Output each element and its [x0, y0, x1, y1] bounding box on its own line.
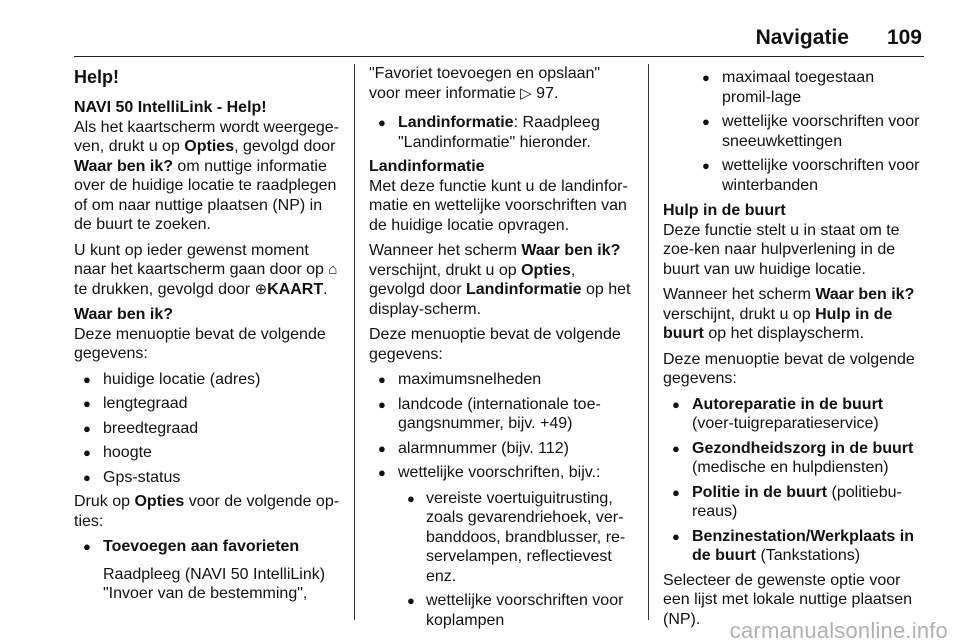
list-item: ● Gps-status	[74, 468, 340, 488]
intro-paragraph: Als het kaartscherm wordt weergege-ven, drukt u op Opties, gevolgd door Waar ben ik? om nuttige informatie over de huidige locatie te raadplegen of om naar nuttige plaatsen (NP) in de buurt te zoeken.	[74, 118, 339, 233]
country-info-contents: Deze menuoptie bevat de volgende gegevens:	[369, 326, 621, 363]
watermark: carmanualsonline.info	[729, 617, 948, 643]
where-am-i-title: Waar ben ik?	[74, 306, 173, 323]
list-item: ● Landinformatie: Raadpleeg "Landinformatie" hieronder.	[369, 113, 635, 152]
list-item: ● lengtegraad	[74, 394, 340, 414]
nearby-help-select: Selecteer de gewenste optie voor een lijst met lokale nuttige plaatsen (NP).	[663, 571, 913, 628]
list-item: ● hoogte	[74, 443, 340, 463]
home-icon: ⌂	[328, 261, 338, 278]
list-item: ● Benzinestation/Werkplaats in de buurt (Tankstations)	[663, 527, 927, 566]
help-heading: Help!	[74, 67, 119, 87]
list-item: ● vereiste voertuiguitrusting, zoals gevarendriehoek, ver-banddoos, brandblusser, re-servelampen, reflectievest enz.	[398, 489, 635, 587]
list-item: ● wettelijke voorschriften voor koplampen	[398, 591, 635, 630]
where-am-i-intro: Deze menuoptie bevat de volgende gegevens:	[74, 325, 326, 362]
list-item: ● wettelijke voorschriften voor winterbanden	[693, 156, 927, 195]
nearby-help-list	[663, 395, 927, 566]
list-item: ● landcode (internationale toe-gangsnummer, bijv. +49)	[369, 395, 635, 434]
list-item: ● maximaal toegestaan promil-lage	[693, 68, 927, 107]
list-item: ● Politie in de buurt (politiebu-reaus)	[663, 483, 927, 522]
page-number: 109	[886, 26, 922, 49]
options-paragraph: Druk op Opties voor de volgende op-ties:	[74, 493, 340, 530]
section-title: Navigatie	[755, 26, 849, 49]
list-item: ● breedtegraad	[74, 419, 340, 439]
list-item: ● Gezondheidszorg in de buurt (medische en hulpdiensten)	[663, 439, 927, 478]
column-2	[369, 64, 635, 635]
map-paragraph: U kunt op ieder gewenst moment naar het kaartscherm gaan door op ⌂ te drukken, gevolgd door ⊕KAART.	[74, 241, 338, 298]
list-item: ● wettelijke voorschriften, bijv.: ● vereiste voertuiguitrusting, zoals gevarendriehoek, ver-banddoos, brandblusser, re-servelampen, reflectievest enz. ● wettelijke voorschriften voor koplampen	[369, 463, 635, 630]
list-item: ● wettelijke voorschriften voor sneeuwkettingen	[693, 112, 927, 151]
navi50-help-title: NAVI 50 IntelliLink - Help!	[74, 99, 267, 116]
options-list-continued	[369, 113, 635, 152]
nearby-help-title: Hulp in de buurt	[663, 202, 786, 219]
list-item: ● Autoreparatie in de buurt (voer-tuigreparatieservice)	[663, 395, 927, 434]
list-item: ● maximumsnelheden	[369, 370, 635, 390]
location-info-list	[74, 370, 340, 488]
column-1	[74, 64, 340, 609]
nearby-help-contents: Deze menuoptie bevat de volgende gegevens:	[663, 350, 915, 387]
nearby-help-intro: Deze functie stelt u in staat om te zoe-ken naar hulpverlening in de buurt van uw huidige locatie.	[663, 221, 900, 278]
header-rule	[74, 56, 924, 57]
map-icon: ⊕	[254, 280, 268, 298]
column-divider-1	[354, 64, 355, 620]
page-reference-icon: ▷	[520, 84, 532, 102]
column-3	[663, 64, 927, 635]
country-info-list	[369, 370, 635, 630]
regulations-sublist-continued	[693, 68, 927, 195]
favorite-continuation: "Favoriet toevoegen en opslaan" voor meer informatie ▷ 97.	[369, 65, 601, 102]
country-info-intro: Met deze functie kunt u de landinfor-matie en wettelijke voorschriften van de huidige locatie opvragen.	[369, 177, 628, 234]
list-item: ● Toevoegen aan favorieten Raadpleeg (NAVI 50 IntelliLink) "Invoer van de bestemming",	[74, 537, 340, 604]
page-header	[756, 28, 922, 52]
country-info-howto: Wanneer het scherm Waar ben ik? verschijnt, drukt u op Opties, gevolgd door Landinformatie op het display-scherm.	[369, 242, 631, 318]
column-divider-2	[648, 64, 649, 620]
list-item: ● alarmnummer (bijv. 112)	[369, 439, 635, 459]
regulations-sublist	[398, 489, 635, 631]
options-list	[74, 537, 340, 604]
nearby-help-howto: Wanneer het scherm Waar ben ik? verschijnt, drukt u op Hulp in de buurt op het displayscherm.	[663, 286, 915, 342]
list-item: ● huidige locatie (adres)	[74, 370, 340, 390]
country-info-title: Landinformatie	[369, 158, 485, 175]
